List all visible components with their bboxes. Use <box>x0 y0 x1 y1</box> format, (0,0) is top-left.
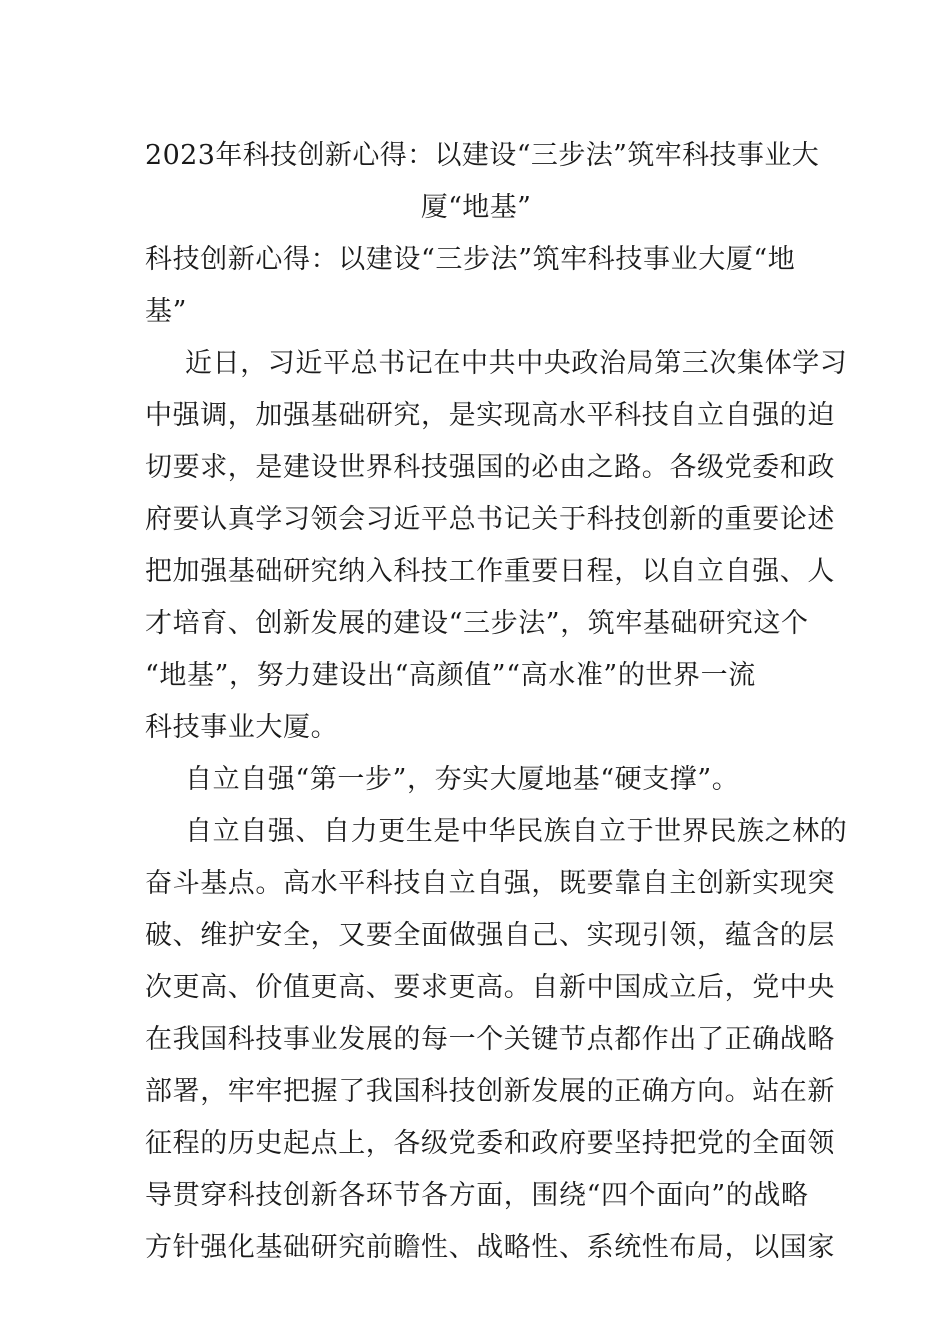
text-line: 部署，牢牢把握了我国科技创新发展的正确方向。站在新 <box>145 1076 835 1107</box>
text-line: 府要认真学习领会习近平总书记关于科技创新的重要论述 <box>145 504 835 535</box>
document-subtitle <box>145 234 807 338</box>
text-line: 破、维护安全，又要全面做强自己、实现引领，蕴含的层 <box>145 920 835 951</box>
subtitle-line: 科技创新心得：以建设“三步法”筑牢科技事业大厦“地 <box>145 244 796 275</box>
text-line: 方针强化基础研究前瞻性、战略性、系统性布局，以国家 <box>145 1232 835 1263</box>
text-line: 在我国科技事业发展的每一个关键节点都作出了正确战略 <box>145 1024 835 1055</box>
text-line: 把加强基础研究纳入科技工作重要日程，以自立自强、人 <box>145 556 835 587</box>
text-line: 近日，习近平总书记在中共中央政治局第三次集体学习 <box>185 348 848 379</box>
paragraph-intro <box>145 338 848 754</box>
text-line: 才培育、创新发展的建设“三步法”，筑牢基础研究这个 <box>145 608 809 639</box>
text-line: 自立自强、自力更生是中华民族自立于世界民族之林的 <box>185 816 848 847</box>
text-line: 次更高、价值更高、要求更高。自新中国成立后，党中央 <box>145 972 835 1003</box>
text-line: 导贯穿科技创新各环节各方面，围绕“四个面向”的战略 <box>145 1180 809 1211</box>
text-line: 科技事业大厦。 <box>145 712 339 743</box>
text-line: 奋斗基点。高水平科技自立自强，既要靠自主创新实现突 <box>145 868 835 899</box>
paragraph-body <box>145 806 848 1274</box>
title-line: 厦“地基” <box>420 192 532 223</box>
text-line: 中强调，加强基础研究，是实现高水平科技自立自强的迫 <box>145 400 835 431</box>
section-heading: 自立自强“第一步”，夯实大厦地基“硬支撑”。 <box>185 764 740 795</box>
document-title <box>145 130 820 234</box>
text-line: 征程的历史起点上，各级党委和政府要坚持把党的全面领 <box>145 1128 835 1159</box>
text-line: “地基”，努力建设出“高颜值”“高水准”的世界一流 <box>145 660 756 691</box>
text-line: 切要求，是建设世界科技强国的必由之路。各级党委和政 <box>145 452 835 483</box>
document-page <box>145 130 848 1274</box>
title-line: 2023年科技创新心得：以建设“三步法”筑牢科技事业大 <box>145 140 820 171</box>
subtitle-line: 基” <box>145 296 188 327</box>
